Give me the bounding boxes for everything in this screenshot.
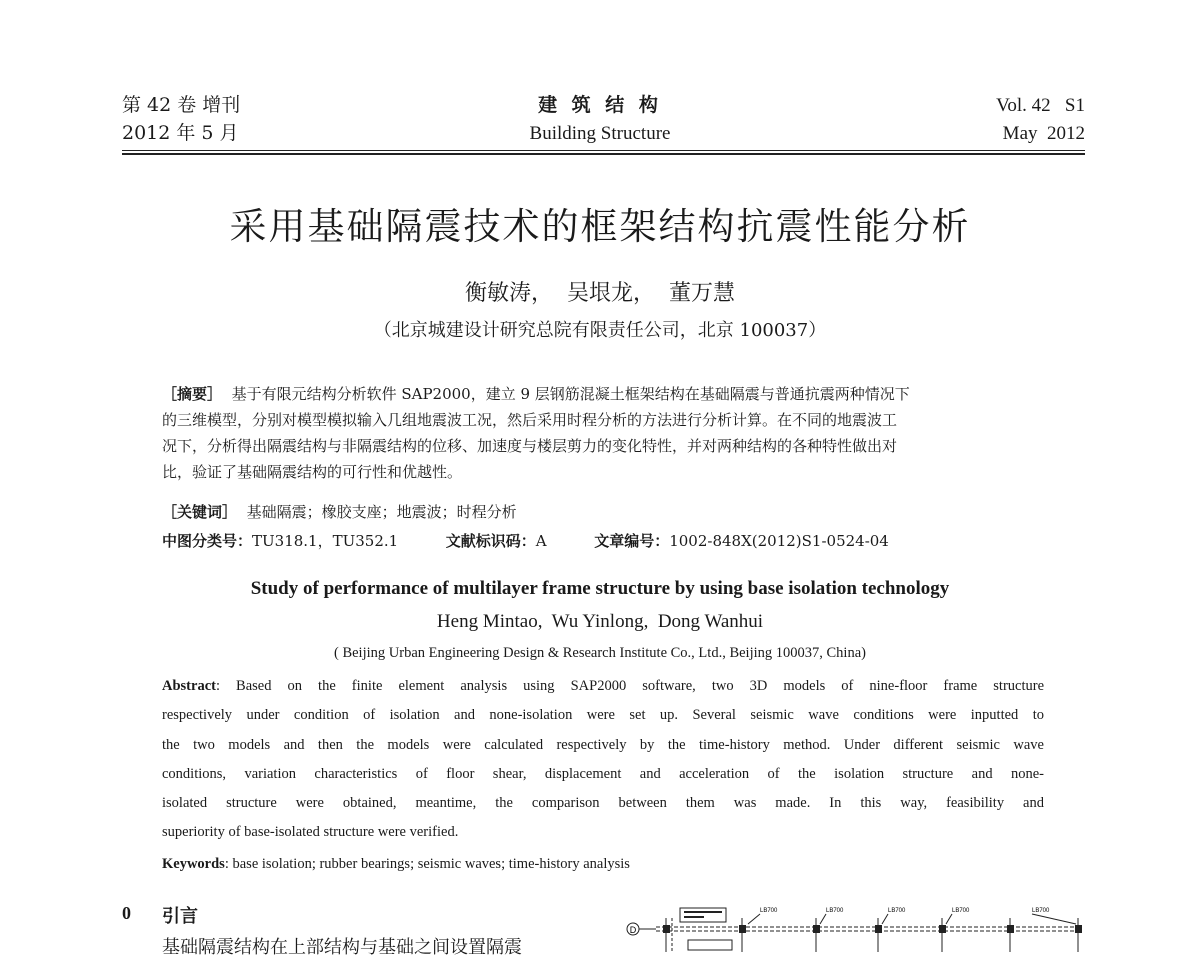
- header-rule-bottom: [122, 153, 1085, 155]
- keywords-en-label: Keywords: [162, 856, 225, 872]
- axis-label: D: [629, 925, 637, 935]
- abstract-en-line: the two models and then the models were calculated respectively by the time-history method. Under different seismic wave: [162, 736, 1044, 753]
- beam-label-leader: [946, 914, 952, 924]
- column-node: [663, 925, 670, 933]
- structure-plan-figure: [622, 898, 1092, 952]
- column-node: [875, 925, 882, 933]
- section-title: 引言: [162, 906, 198, 927]
- column-node: [1007, 925, 1014, 933]
- beam-label: LB700: [888, 908, 906, 914]
- beam-label-leader: [748, 914, 760, 924]
- abstract-en-line: conditions, variation characteristics of floor shear, displacement and acceleration of the isolation structure and none-: [162, 765, 1044, 782]
- keywords-en: [162, 850, 1044, 879]
- abstract-en: [162, 672, 1044, 848]
- paper-title-en: Study of performance of multilayer frame structure by using base isolation technology: [250, 578, 950, 599]
- doc-code-label: 文献标识码：: [445, 532, 536, 550]
- abstract-cn: [162, 381, 1047, 485]
- abstract-cn-label: ［摘要］: [162, 385, 223, 403]
- beam-label: LB700: [760, 908, 778, 914]
- article-no-value: 1002-848X(2012)S1-0524-04: [669, 532, 889, 550]
- keywords-cn-label: ［关键词］: [162, 503, 238, 521]
- header-rule-top: [122, 150, 1085, 151]
- header-month-en: May 2012: [1002, 123, 1085, 144]
- beam-label: LB700: [952, 908, 970, 914]
- column-node: [1075, 925, 1082, 933]
- section-number: 0: [122, 903, 131, 923]
- header-date: 2012 年 5 月: [122, 122, 239, 144]
- keywords-cn-text: 基础隔震；橡胶支座；地震波；时程分析: [246, 503, 517, 521]
- header-vol-en: Vol. 42 S1: [996, 95, 1085, 116]
- authors-en: Heng Mintao, Wu Yinlong, Dong Wanhui: [436, 611, 764, 632]
- beam-label-leader: [820, 914, 826, 924]
- beam-label-leader: [1032, 914, 1076, 924]
- abstract-cn-line: 的三维模型，分别对模型模拟输入几组地震波工况，然后采用时程分析的方法进行分析计算。在不同的地震波工: [162, 411, 898, 429]
- beam-label-leader: [882, 914, 888, 924]
- beam-label: LB700: [1032, 908, 1050, 914]
- structure-plan-svg: [622, 898, 1092, 952]
- column-node: [739, 925, 746, 933]
- annotation-box: [688, 940, 732, 950]
- authors-cn: 衡敏涛， 吴垠龙， 董万慧: [465, 281, 735, 306]
- classification-line: [162, 528, 1047, 554]
- abstract-cn-line: [162, 381, 1047, 407]
- abstract-en-line: respectively under condition of isolation and none-isolation were set up. Several seismic wave conditions were inputted to: [162, 707, 1044, 724]
- abstract-cn-text: 基于有限元结构分析软件 SAP2000，建立 9 层钢筋混凝土框架结构在基础隔震与普通抗震两种情况下: [231, 385, 910, 403]
- beam-label: LB700: [826, 908, 844, 914]
- section-body-text: 基础隔震结构在上部结构与基础之间设置隔震: [162, 937, 522, 958]
- abstract-cn-line: 比，验证了基础隔震结构的可行性和优越性。: [162, 463, 463, 481]
- abstract-en-line: isolated structure were obtained, meantime, the comparison between them was made. In this way, feasibility and: [162, 795, 1044, 812]
- abstract-en-label: Abstract: [162, 678, 216, 694]
- affiliation-cn: （北京城建设计研究总院有限责任公司，北京 100037）: [373, 320, 827, 341]
- abstract-cn-line: 况下，分析得出隔震结构与非隔震结构的位移、加速度与楼层剪力的变化特性，并对两种结构的各种特性做出对: [162, 437, 898, 455]
- keywords-cn: [162, 499, 1047, 525]
- column-node: [939, 925, 946, 933]
- header-journal-cn: 建 筑 结 构: [538, 94, 662, 116]
- clc-label: 中图分类号：: [162, 532, 253, 550]
- abstract-en-line: superiority of base-isolated structure were verified.: [162, 824, 459, 841]
- header-journal-en: Building Structure: [529, 123, 671, 144]
- clc-value: TU318.1，TU352.1: [252, 532, 399, 550]
- column-node: [813, 925, 820, 933]
- paper-title-cn: 采用基础隔震技术的框架结构抗震性能分析: [229, 205, 971, 248]
- header-volume: 第 42 卷 增刊: [122, 94, 241, 116]
- keywords-en-text: : base isolation; rubber bearings; seismic waves; time-history analysis: [224, 856, 630, 872]
- abstract-en-text: : Based on the finite element analysis using SAP2000 software, two 3D models of nine-floor frame structure: [215, 678, 1044, 694]
- article-no-label: 文章编号：: [594, 532, 670, 550]
- doc-code-value: A: [535, 532, 547, 550]
- annotation-box: [680, 908, 726, 922]
- affiliation-en: ( Beijing Urban Engineering Design & Research Institute Co., Ltd., Beijing 100037, China): [334, 645, 866, 661]
